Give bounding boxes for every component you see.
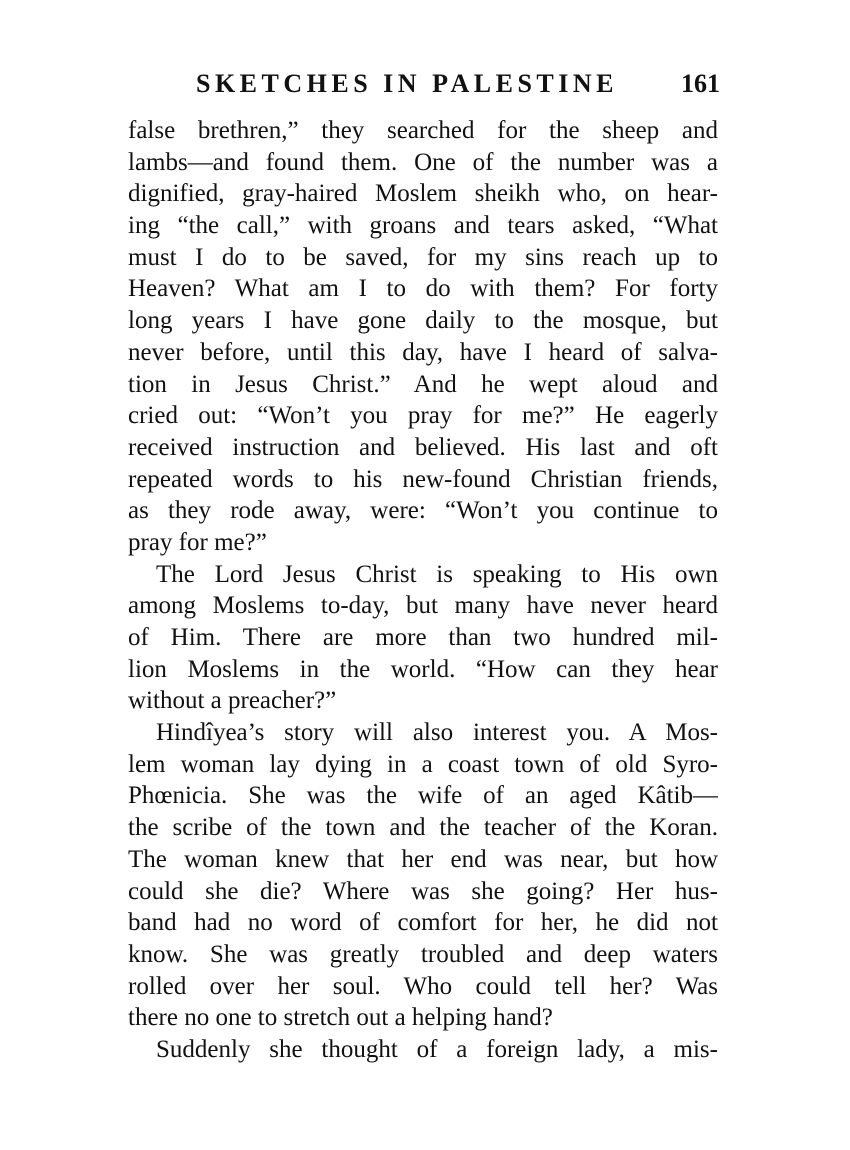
text-line: lambs—and found them. One of the number was a [128, 148, 718, 176]
text-line: Hindîyea’s story will also interest you. A Mos- [156, 719, 718, 747]
text-line: Suddenly she thought of a foreign lady, a mis- [156, 1035, 718, 1063]
text-line: lion Moslems in the world. “How can they hear [128, 655, 718, 683]
text-line: pray for me?” [128, 528, 267, 556]
text-line: there no one to stretch out a helping hand? [128, 1004, 553, 1032]
text-line: never before, until this day, have I heard of salva- [128, 338, 718, 366]
body-text [128, 115, 718, 1066]
text-line: dignified, gray-haired Moslem sheikh who, on hear- [128, 180, 718, 208]
text-line: cried out: “Won’t you pray for me?” He eagerly [128, 402, 718, 430]
text-line: long years I have gone daily to the mosque, but [128, 307, 718, 335]
text-line: could she die? Where was she going? Her hus- [128, 877, 718, 905]
text-line: false brethren,” they searched for the sheep and [128, 117, 718, 144]
running-title: SKETCHES IN PALESTINE [196, 69, 619, 98]
text-line: as they rode away, were: “Won’t you continue to [128, 497, 718, 525]
text-line: must I do to be saved, for my sins reach up to [128, 243, 718, 271]
text-line: rolled over her soul. Who could tell her? Was [128, 972, 718, 1000]
page-number: 161 [681, 69, 720, 98]
text-line: The woman knew that her end was near, but how [128, 845, 718, 873]
text-line: of Him. There are more than two hundred mil- [128, 624, 718, 651]
text-line: the scribe of the town and the teacher of the Koran. [128, 814, 718, 842]
text-line: among Moslems to-day, but many have never heard [128, 592, 718, 620]
text-line: lem woman lay dying in a coast town of old Syro- [128, 750, 718, 778]
text-line: Heaven? What am I to do with them? For forty [128, 275, 718, 303]
text-line: received instruction and believed. His last and oft [128, 433, 718, 461]
text-line: know. She was greatly troubled and deep waters [128, 940, 718, 968]
text-line: without a preacher?” [128, 687, 337, 715]
text-line: band had no word of comfort for her, he did not [128, 909, 718, 937]
text-line: repeated words to his new-found Christian friends, [128, 465, 718, 493]
text-line: ing “the call,” with groans and tears asked, “What [128, 212, 718, 240]
text-line: The Lord Jesus Christ is speaking to His own [156, 560, 718, 588]
text-line: Phœnicia. She was the wife of an aged Kâtib— [128, 782, 718, 810]
text-line: tion in Jesus Christ.” And he wept aloud and [128, 370, 718, 398]
running-head [128, 66, 720, 102]
